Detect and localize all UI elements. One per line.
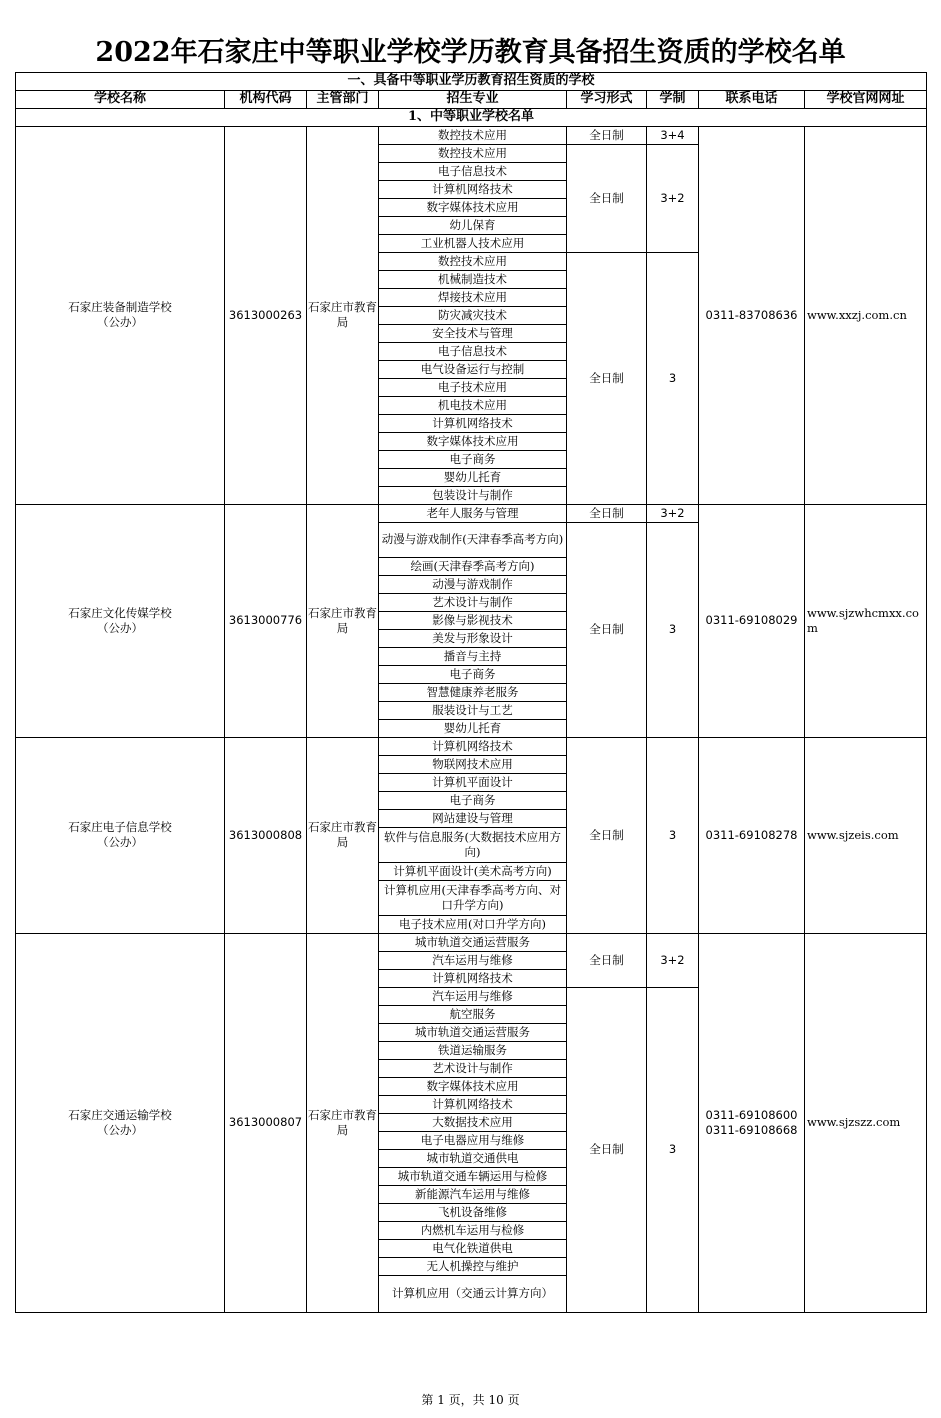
major-cell: 汽车运用与维修 [379,987,567,1005]
school-name-cell [16,504,225,737]
phone: 0311-69108600 [705,1107,798,1122]
section-heading: 一、具备中等职业学历教育招生资质的学校 [16,73,927,91]
major-cell: 航空服务 [379,1005,567,1023]
supervising-dept: 石家庄市教育局 [307,933,379,1312]
school-type: （公办） [97,1122,143,1137]
major-cell: 动漫与游戏制作 [379,575,567,593]
major-cell: 计算机应用（交通云计算方向） [379,1275,567,1312]
major-cell: 婴幼儿托育 [379,719,567,737]
major-cell: 计算机网络技术 [379,1095,567,1113]
major-cell: 数字媒体技术应用 [379,1077,567,1095]
major-cell: 服装设计与工艺 [379,701,567,719]
major-cell: 影像与影视技术 [379,611,567,629]
study-form: 全日制 [567,522,647,737]
website-link[interactable]: www.xxzj.com.cn [805,126,927,504]
major-cell: 计算机平面设计 [379,773,567,791]
major-cell: 物联网技术应用 [379,755,567,773]
website-link[interactable]: www.sjzszz.com [805,933,927,1312]
header-name: 学校名称 [16,90,225,108]
header-row [16,90,927,108]
header-phone: 联系电话 [699,90,805,108]
major-cell: 幼儿保育 [379,216,567,234]
study-form: 全日制 [567,126,647,144]
phone-secondary: 0311-69108668 [705,1122,798,1137]
major-cell: 数控技术应用 [379,252,567,270]
table-row [16,504,927,522]
subsection-heading-row [16,108,927,126]
phone-cell [699,126,805,504]
header-years: 学制 [647,90,699,108]
major-cell: 安全技术与管理 [379,324,567,342]
major-cell: 动漫与游戏制作(天津春季高考方向) [379,522,567,557]
major-cell: 机械制造技术 [379,270,567,288]
major-cell: 播音与主持 [379,647,567,665]
major-cell: 计算机平面设计(美术高考方向) [379,862,567,880]
major-cell: 内燃机车运用与检修 [379,1221,567,1239]
school-type: （公办） [97,835,143,850]
major-cell: 电子商务 [379,450,567,468]
years: 3 [647,737,699,933]
major-cell: 电子商务 [379,665,567,683]
major-cell: 电子技术应用 [379,378,567,396]
website-link[interactable]: www.sjzeis.com [805,737,927,933]
institution-code: 3613000807 [225,933,307,1312]
subsection-heading: 1、中等职业学校名单 [16,108,927,126]
section-heading-row [16,73,927,91]
major-cell: 电子技术应用(对口升学方向) [379,915,567,933]
school-type: （公办） [97,620,143,635]
major-cell: 城市轨道交通供电 [379,1149,567,1167]
major-cell: 电气化铁道供电 [379,1239,567,1257]
institution-code: 3613000808 [225,737,307,933]
school-name-cell [16,737,225,933]
major-cell: 艺术设计与制作 [379,1059,567,1077]
major-cell: 大数据技术应用 [379,1113,567,1131]
supervising-dept: 石家庄市教育局 [307,737,379,933]
major-cell: 电气设备运行与控制 [379,360,567,378]
school-name: 石家庄装备制造学校 [68,300,172,315]
table-row [16,737,927,755]
major-cell: 计算机网络技术 [379,180,567,198]
years: 3 [647,987,699,1312]
supervising-dept: 石家庄市教育局 [307,126,379,504]
major-cell: 包装设计与制作 [379,486,567,504]
years: 3+2 [647,144,699,252]
school-name: 石家庄交通运输学校 [68,1107,172,1122]
major-cell: 数控技术应用 [379,126,567,144]
school-name: 石家庄文化传媒学校 [68,605,172,620]
header-form: 学习形式 [567,90,647,108]
phone: 0311-83708636 [705,307,798,322]
major-cell: 数控技术应用 [379,144,567,162]
major-cell: 铁道运输服务 [379,1041,567,1059]
header-major: 招生专业 [379,90,567,108]
major-cell: 城市轨道交通运营服务 [379,1023,567,1041]
major-cell: 计算机应用(天津春季高考方向、对口升学方向) [379,880,567,915]
major-cell: 焊接技术应用 [379,288,567,306]
page-footer: 第 1 页，共 10 页 [421,1393,520,1407]
major-cell: 美发与形象设计 [379,629,567,647]
major-cell: 飞机设备维修 [379,1203,567,1221]
page-title: 2022年石家庄中等职业学校学历教育具备招生资质的学校名单 [95,37,846,68]
school-name-cell [16,933,225,1312]
study-form: 全日制 [567,933,647,987]
phone: 0311-69108029 [705,613,798,628]
major-cell: 计算机网络技术 [379,414,567,432]
phone-cell [699,504,805,737]
major-cell: 艺术设计与制作 [379,593,567,611]
major-cell: 城市轨道交通车辆运用与检修 [379,1167,567,1185]
phone-cell [699,933,805,1312]
header-code: 机构代码 [225,90,307,108]
table-row [16,126,927,144]
major-cell: 电子信息技术 [379,342,567,360]
major-cell: 电子电器应用与维修 [379,1131,567,1149]
study-form: 全日制 [567,737,647,933]
major-cell: 电子商务 [379,791,567,809]
phone-cell [699,737,805,933]
school-name: 石家庄电子信息学校 [68,820,172,835]
study-form: 全日制 [567,987,647,1312]
table-row [16,933,927,951]
major-cell: 工业机器人技术应用 [379,234,567,252]
school-table [15,72,927,1313]
major-cell: 数字媒体技术应用 [379,432,567,450]
header-web: 学校官网网址 [805,90,927,108]
major-cell: 智慧健康养老服务 [379,683,567,701]
major-cell: 无人机操控与维护 [379,1257,567,1275]
institution-code: 3613000263 [225,126,307,504]
major-cell: 计算机网络技术 [379,969,567,987]
major-cell: 老年人服务与管理 [379,504,567,522]
institution-code: 3613000776 [225,504,307,737]
years: 3 [647,252,699,504]
major-cell: 电子信息技术 [379,162,567,180]
header-dept: 主管部门 [307,90,379,108]
years: 3+4 [647,126,699,144]
study-form: 全日制 [567,252,647,504]
major-cell: 城市轨道交通运营服务 [379,933,567,951]
major-cell: 绘画(天津春季高考方向) [379,557,567,575]
major-cell: 新能源汽车运用与维修 [379,1185,567,1203]
school-type: （公办） [97,315,143,330]
major-cell: 机电技术应用 [379,396,567,414]
phone: 0311-69108278 [705,827,798,842]
major-cell: 数字媒体技术应用 [379,198,567,216]
years: 3+2 [647,504,699,522]
major-cell: 防灾减灾技术 [379,306,567,324]
years: 3+2 [647,933,699,987]
major-cell: 网站建设与管理 [379,809,567,827]
major-cell: 软件与信息服务(大数据技术应用方向) [379,827,567,862]
website-link[interactable]: www.sjzwhcmxx.com [805,504,927,737]
years: 3 [647,522,699,737]
school-name-cell [16,126,225,504]
supervising-dept: 石家庄市教育局 [307,504,379,737]
study-form: 全日制 [567,144,647,252]
study-form: 全日制 [567,504,647,522]
major-cell: 汽车运用与维修 [379,951,567,969]
major-cell: 婴幼儿托育 [379,468,567,486]
major-cell: 计算机网络技术 [379,737,567,755]
